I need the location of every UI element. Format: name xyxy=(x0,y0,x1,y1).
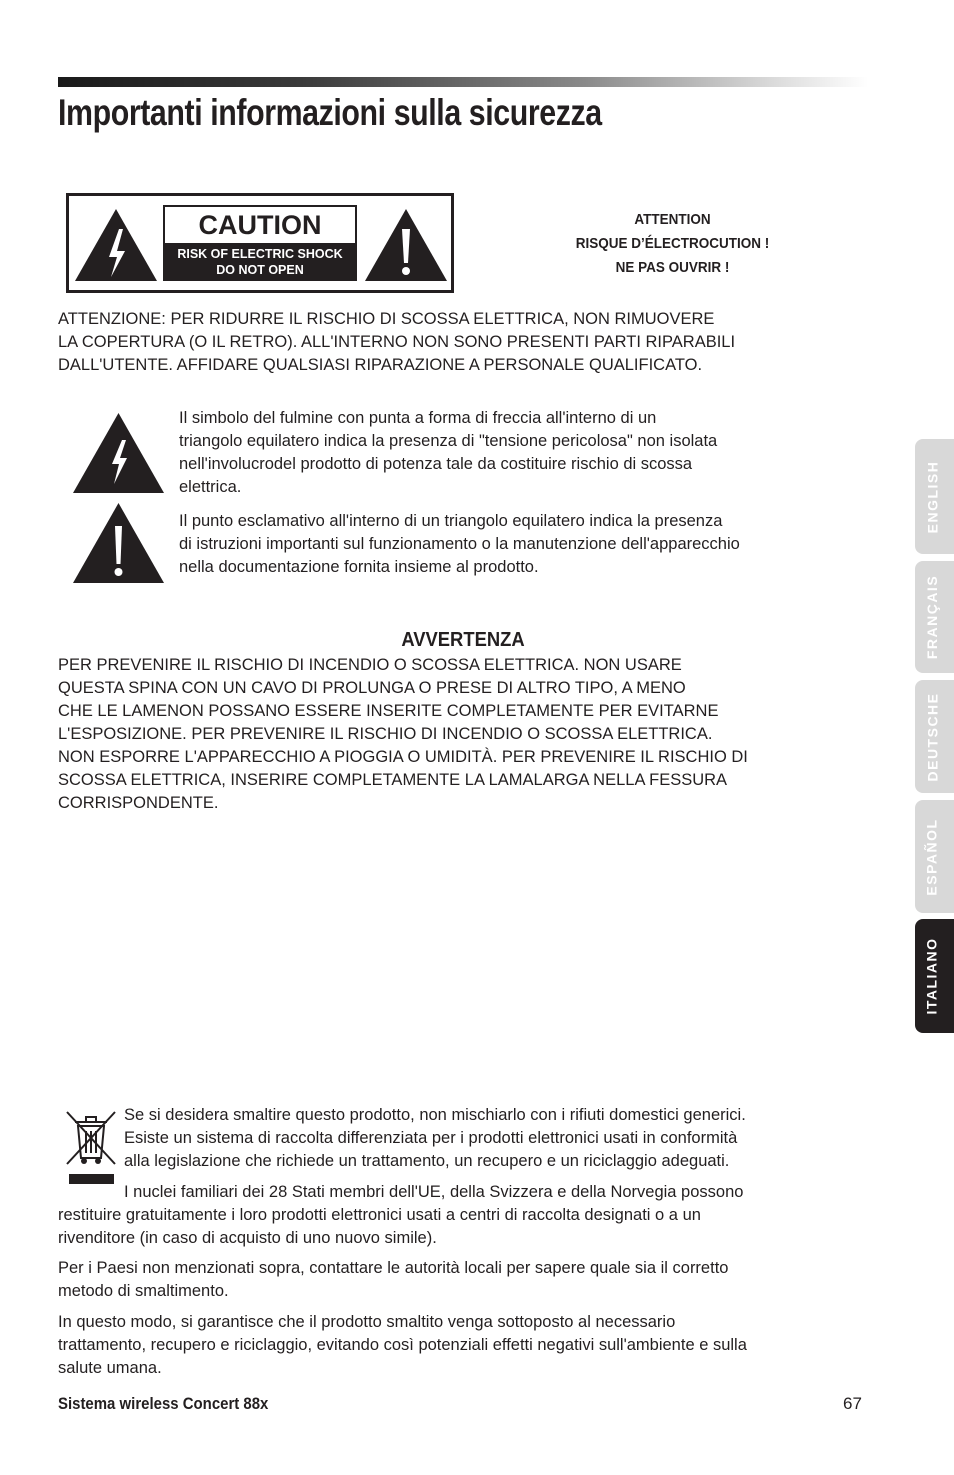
exclamation-triangle-icon xyxy=(72,502,165,584)
weee-line: Esiste un sistema di raccolta differenziata per i prodotti elettronici usati in conformità xyxy=(124,1129,738,1147)
tab-espanol[interactable] xyxy=(915,800,954,913)
tab-english-label: ENGLISH xyxy=(924,460,941,533)
avvertenza-line: CORRISPONDENTE. xyxy=(58,794,219,812)
footer-page-number: 67 xyxy=(843,1394,862,1413)
attenzione-line: DALL'UTENTE. AFFIDARE QUALSIASI RIPARAZIONE A PERSONALE QUALIFICATO. xyxy=(58,356,703,374)
caution-word: CAUTION xyxy=(165,207,355,243)
tab-espanol-label: ESPAÑOL xyxy=(924,817,941,896)
weee-crossed-bin-icon xyxy=(64,1108,118,1188)
attenzione-line: LA COPERTURA (O IL RETRO). ALL'INTERNO NON SONO PRESENTI PARTI RIPARABILI xyxy=(58,333,736,351)
weee-line: alla legislazione che richiede un trattamento, un recupero e un riciclaggio adeguati. xyxy=(124,1152,730,1170)
avvertenza-body xyxy=(58,654,848,815)
tab-francais[interactable] xyxy=(915,561,954,673)
caution-subtext xyxy=(163,246,357,278)
exclamation-symbol-description xyxy=(179,510,839,579)
caution-center-panel xyxy=(163,205,357,281)
tab-italiano-label: ITALIANO xyxy=(924,937,941,1015)
attention-french-warning xyxy=(535,208,810,280)
lightning-triangle-icon xyxy=(72,412,165,494)
avvertenza-line: CHE LE LAMENON POSSANO ESSERE INSERITE COMPLETAMENTE PER EVITARNE xyxy=(58,702,719,720)
header-gradient-bar xyxy=(58,77,868,87)
avvertenza-line: L'ESPOSIZIONE. PER PREVENIRE IL RISCHIO DI INCENDIO O SCOSSA ELETTRICA. xyxy=(58,725,713,743)
weee-paragraph-3 xyxy=(58,1257,864,1303)
avvertenza-line: NON ESPORRE L'APPARECCHIO A PIOGGIA O UMIDITÀ. PER PREVENIRE IL RISCHIO DI xyxy=(58,748,748,766)
tab-italiano[interactable] xyxy=(915,919,954,1033)
page-title: Importanti informazioni sulla sicurezza xyxy=(58,92,602,133)
tab-english[interactable] xyxy=(915,439,954,554)
description-line: triangolo equilatero indica la presenza di "tensione pericolosa" non isolata xyxy=(179,432,718,450)
weee-line: I nuclei familiari dei 28 Stati membri dell'UE, della Svizzera e della Norvegia possono xyxy=(124,1183,744,1201)
weee-paragraph-1 xyxy=(124,1104,864,1173)
avvertenza-line: PER PREVENIRE IL RISCHIO DI INCENDIO O SCOSSA ELETTRICA. NON USARE xyxy=(58,656,682,674)
description-line: Il punto esclamativo all'interno di un triangolo equilatero indica la presenza xyxy=(179,512,723,530)
weee-line: Per i Paesi non menzionati sopra, contattare le autorità locali per sapere quale sia il corretto xyxy=(58,1259,729,1277)
weee-paragraph-4 xyxy=(58,1311,864,1380)
lightning-symbol-description xyxy=(179,407,839,499)
weee-line: Se si desidera smaltire questo prodotto, non mischiarlo con i rifiuti domestici generici. xyxy=(124,1106,746,1124)
description-line: Il simbolo del fulmine con punta a forma di freccia all'interno di un xyxy=(179,409,657,427)
weee-line: metodo di smaltimento. xyxy=(58,1282,229,1300)
avvertenza-line: SCOSSA ELETTRICA, INSERIRE COMPLETAMENTE LA LAMALARGA NELLA FESSURA xyxy=(58,771,728,789)
weee-line: trattamento, recupero e riciclaggio, evitando così potenziali effetti negativi sull'ambiente e sulla xyxy=(58,1336,747,1354)
exclamation-warning-icon xyxy=(363,207,449,283)
weee-paragraph-2 xyxy=(58,1181,864,1250)
attention-line-2: RISQUE D’ÉLECTROCUTION ! xyxy=(575,235,770,252)
caution-line-2: DO NOT OPEN xyxy=(216,263,304,277)
attenzione-paragraph xyxy=(58,308,848,377)
description-line: di istruzioni importanti sul funzionamento o la manutenzione dell'apparecchio xyxy=(179,535,740,553)
tab-deutsche[interactable] xyxy=(915,680,954,793)
caution-label xyxy=(66,193,454,293)
lightning-warning-icon xyxy=(73,207,159,283)
caution-line-1: RISK OF ELECTRIC SHOCK xyxy=(177,247,343,261)
attention-line-1: ATTENTION xyxy=(634,211,711,228)
description-line: elettrica. xyxy=(179,478,242,496)
avvertenza-line: QUESTA SPINA CON UN CAVO DI PROLUNGA O PRESE DI ALTRO TIPO, A MENO xyxy=(58,679,686,697)
tab-francais-label: FRANÇAIS xyxy=(924,574,940,660)
description-line: nell'involucrodel prodotto di potenza tale da costituire rischio di scossa xyxy=(179,455,693,473)
avvertenza-heading: AVVERTENZA xyxy=(401,629,525,651)
weee-line: restituire gratuitamente i loro prodotti elettronici usati a centri di raccolta designati o a un xyxy=(58,1206,701,1224)
tab-deutsche-label: DEUTSCHE xyxy=(924,691,941,782)
attenzione-line: ATTENZIONE: PER RIDURRE IL RISCHIO DI SCOSSA ELETTRICA, NON RIMUOVERE xyxy=(58,310,715,328)
attention-line-3: NE PAS OUVRIR ! xyxy=(615,259,730,276)
weee-line: In questo modo, si garantisce che il prodotto smaltito venga sottoposto al necessario xyxy=(58,1313,676,1331)
description-line: nella documentazione fornita insieme al prodotto. xyxy=(179,558,539,576)
weee-line: rivenditore (in caso di acquisto di uno nuovo simile). xyxy=(58,1229,437,1247)
weee-line: salute umana. xyxy=(58,1359,162,1377)
footer-product-name: Sistema wireless Concert 88x xyxy=(58,1394,269,1413)
